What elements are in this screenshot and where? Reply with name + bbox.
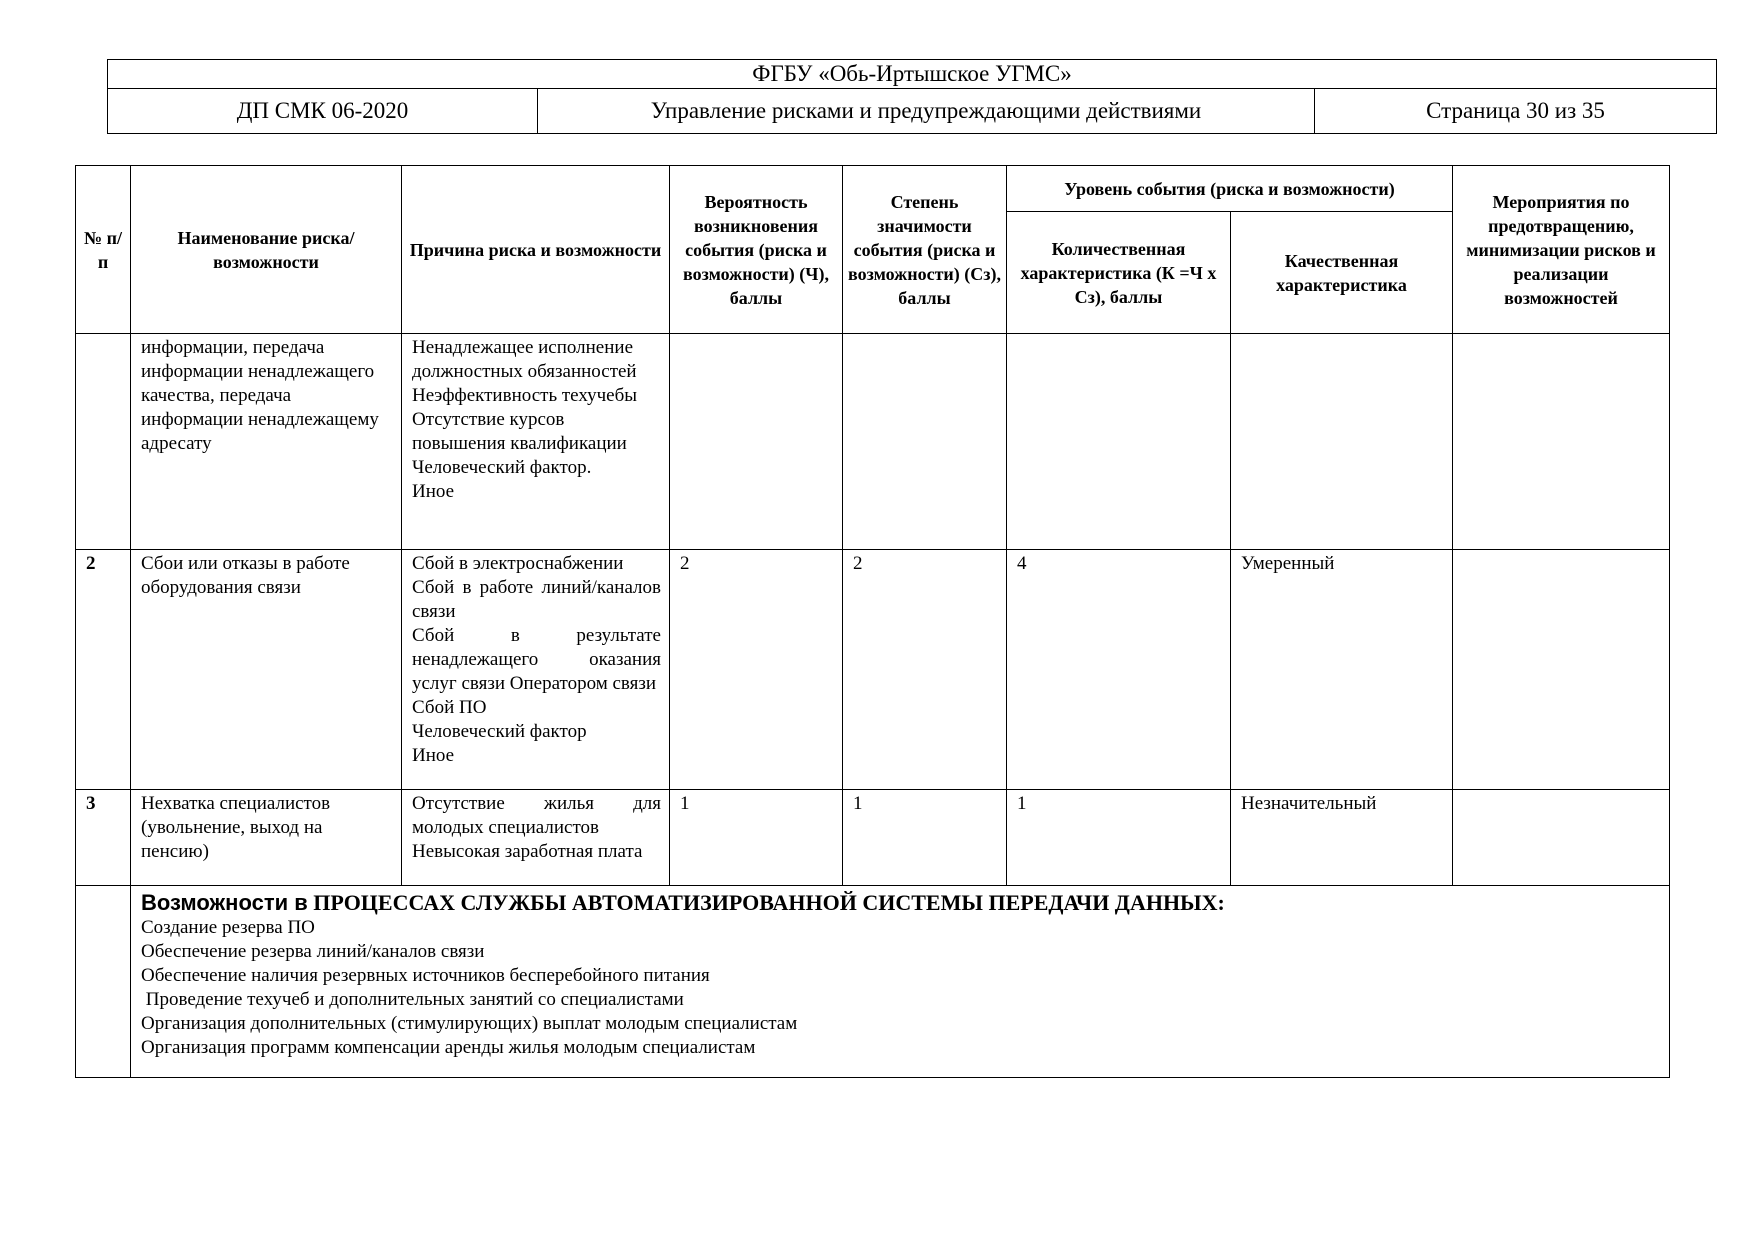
qualitative-cell: Умеренный (1231, 550, 1453, 790)
risk-causes (402, 790, 670, 886)
col-header-cause: Причина риска и возможности (402, 166, 670, 334)
cause-item: Невысокая заработная плата (412, 841, 643, 862)
risk-table (75, 165, 1670, 1078)
opportunities-title-rest: ПРОЦЕССАХ СЛУЖБЫ АВТОМАТИЗИРОВАННОЙ СИСТЕМЫ ПЕРЕДАЧИ ДАННЫХ: (307, 890, 1225, 915)
cause-item: Сбой в результате ненадлежащего оказания услуг связи Оператором связи (412, 625, 661, 694)
risk-causes (402, 550, 670, 790)
cause-item: Отсутствие курсов повышения квалификации (412, 409, 627, 454)
opportunity-item: Организация дополнительных (стимулирующих) выплат молодым специалистам (141, 1013, 798, 1034)
qualitative-cell: Незначительный (1231, 790, 1453, 886)
probability-cell: 1 (670, 790, 843, 886)
opportunities-title (141, 890, 1661, 916)
opportunity-item: Проведение техучеб и дополнительных занятий со специалистами (141, 989, 684, 1010)
cause-item: Ненадлежащее исполнение должностных обязанностей (412, 337, 637, 382)
opportunity-item: Обеспечение резерва линий/каналов связи (141, 941, 485, 962)
col-header-quantitative: Количественная характеристика (К =Ч х Сз), баллы (1007, 212, 1231, 334)
significance-cell: 2 (843, 550, 1007, 790)
opportunities-title-prefix: Возможности в (141, 890, 308, 915)
quantitative-cell: 1 (1007, 790, 1231, 886)
cause-item: Отсутствие жилья для молодых специалистов (412, 793, 661, 838)
col-header-probability: Вероятность возникновения события (риска и возможности) (Ч), баллы (670, 166, 843, 334)
quantitative-cell: 4 (1007, 550, 1231, 790)
table-row (76, 334, 1670, 550)
measures-cell (1453, 334, 1670, 550)
cause-item: Неэффективность техучебы (412, 385, 638, 406)
risk-name: Сбои или отказы в работе оборудования связи (131, 550, 402, 790)
cause-item: Человеческий фактор. (412, 457, 592, 478)
opportunity-item: Обеспечение наличия резервных источников бесперебойного питания (141, 965, 710, 986)
row-number: 3 (76, 790, 131, 886)
col-header-level-group: Уровень события (риска и возможности) (1007, 166, 1453, 212)
cause-item: Иное (412, 481, 455, 502)
col-header-significance: Степень значимости события (риска и возможности) (Сз), баллы (843, 166, 1007, 334)
row-number (76, 334, 131, 550)
document-code: ДП СМК 06-2020 (108, 89, 538, 134)
organization-name: ФГБУ «Обь-Иртышское УГМС» (108, 60, 1717, 89)
opportunities-num-cell (76, 886, 131, 1078)
opportunity-item: Создание резерва ПО (141, 917, 315, 938)
page-number: Страница 30 из 35 (1315, 89, 1717, 134)
probability-cell: 2 (670, 550, 843, 790)
table-row (76, 550, 1670, 790)
risk-causes (402, 334, 670, 550)
significance-cell (843, 334, 1007, 550)
col-header-measures: Мероприятия по предотвращению, минимизации рисков и реализации возможностей (1453, 166, 1670, 334)
cause-item: Сбой в работе линий/каналов связи (412, 577, 661, 622)
document-header (107, 59, 1717, 134)
col-header-num: № п/п (76, 166, 131, 334)
cause-item: Человеческий фактор (412, 721, 587, 742)
opportunity-item: Организация программ компенсации аренды жилья молодым специалистам (141, 1037, 756, 1058)
col-header-qualitative: Качественная характеристика (1231, 212, 1453, 334)
row-number: 2 (76, 550, 131, 790)
cause-item: Сбой ПО (412, 697, 487, 718)
risk-name: Нехватка специалистов (увольнение, выход на пенсию) (131, 790, 402, 886)
measures-cell (1453, 550, 1670, 790)
measures-cell (1453, 790, 1670, 886)
opportunities-row (76, 886, 1670, 1078)
cause-item: Иное (412, 745, 455, 766)
col-header-name: Наименование риска/возможности (131, 166, 402, 334)
risk-name: информации, передача информации ненадлежащего качества, передача информации ненадлежащему адресату (131, 334, 402, 550)
significance-cell: 1 (843, 790, 1007, 886)
opportunities-cell (131, 886, 1670, 1078)
document-title: Управление рисками и предупреждающими действиями (538, 89, 1315, 134)
probability-cell (670, 334, 843, 550)
quantitative-cell (1007, 334, 1231, 550)
cause-item: Сбой в электроснабжении (412, 553, 624, 574)
table-row (76, 790, 1670, 886)
qualitative-cell (1231, 334, 1453, 550)
